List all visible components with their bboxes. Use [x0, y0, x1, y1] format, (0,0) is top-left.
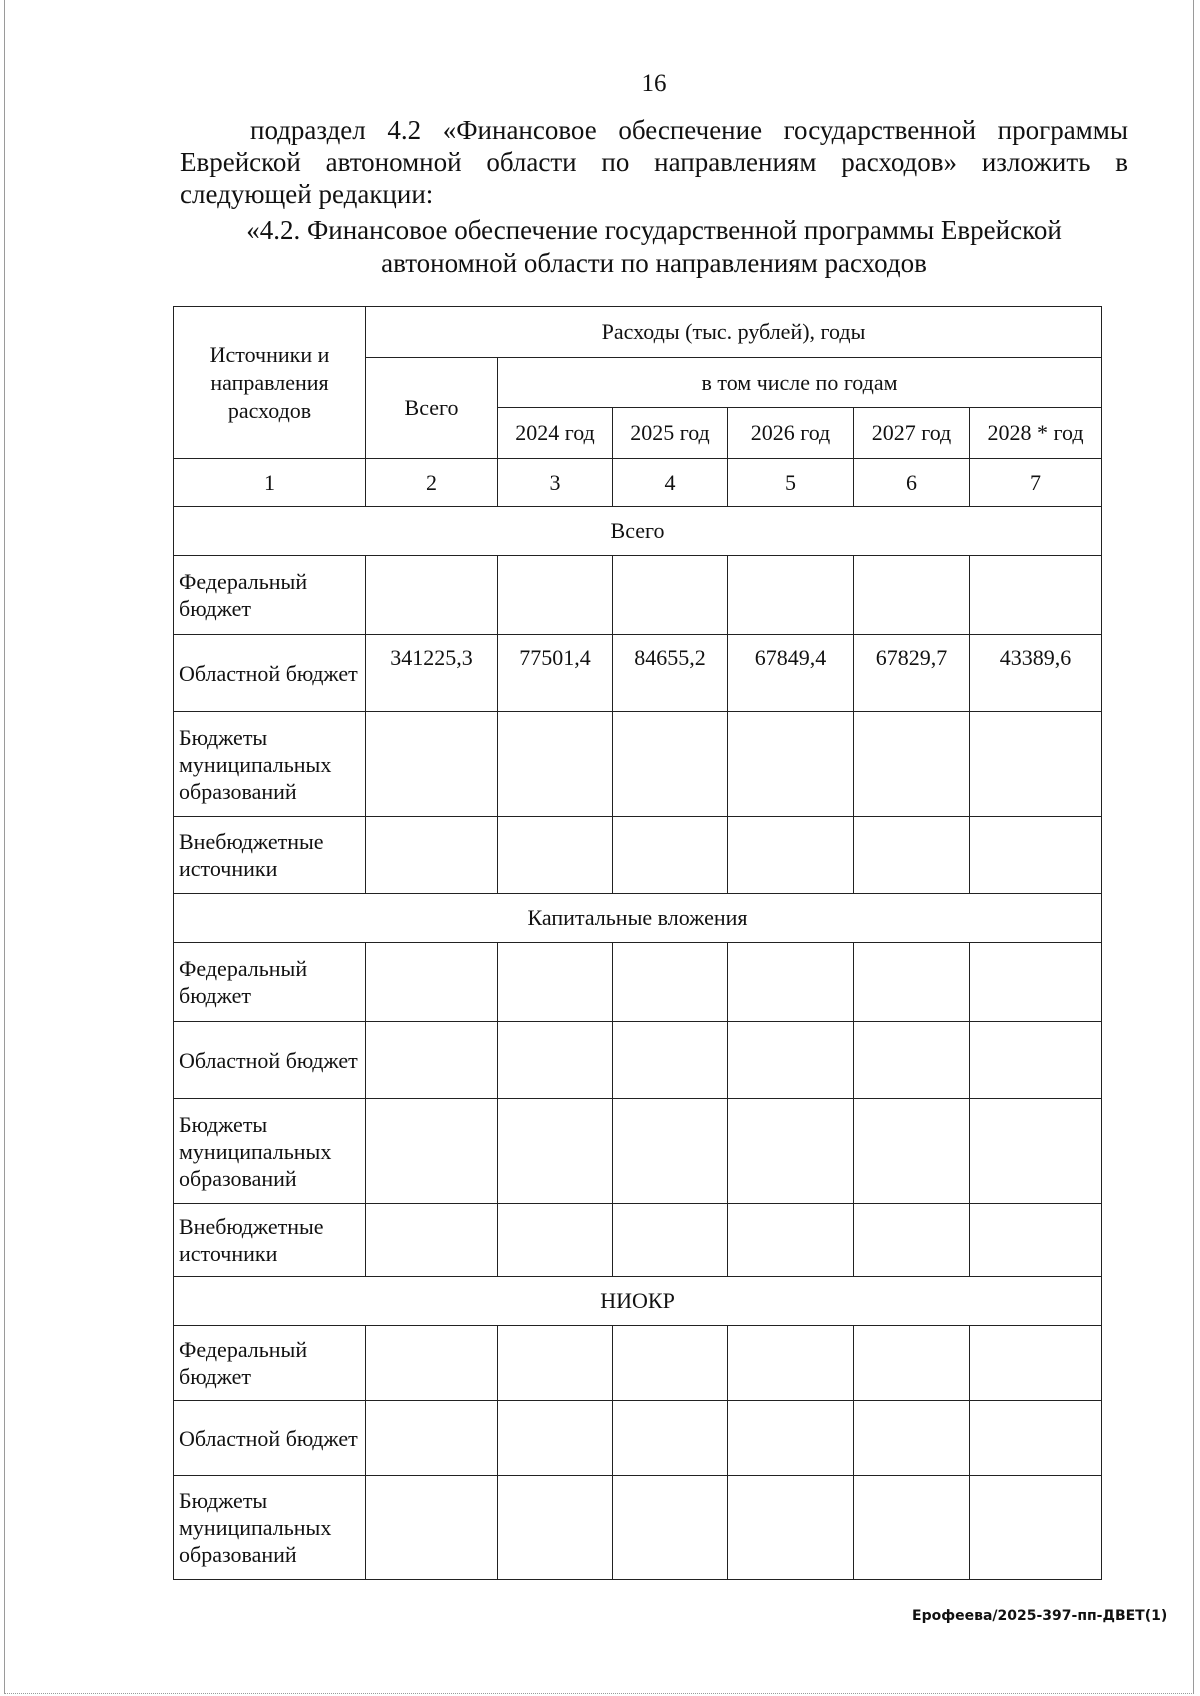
- value-cell: [854, 1099, 970, 1204]
- value-cell: [498, 1476, 613, 1580]
- row-label: Внебюджетные источники: [174, 817, 366, 894]
- value-cell: [854, 556, 970, 635]
- section-header-row: [174, 894, 1102, 943]
- value-cell: [498, 712, 613, 817]
- column-number: 7: [970, 459, 1102, 507]
- value-cell: 77501,4: [498, 635, 613, 712]
- value-cell: [498, 943, 613, 1022]
- section-header-row: [174, 1277, 1102, 1326]
- value-cell: [970, 943, 1102, 1022]
- table-row: [174, 1401, 1102, 1476]
- value-cell: 67849,4: [728, 635, 854, 712]
- value-cell: [613, 1476, 728, 1580]
- value-cell: [366, 1204, 498, 1277]
- value-cell: [854, 1476, 970, 1580]
- financing-table: [173, 306, 1102, 1580]
- column-number: 3: [498, 459, 613, 507]
- value-cell: [366, 1476, 498, 1580]
- value-cell: [970, 556, 1102, 635]
- header-year: 2026 год: [728, 408, 854, 459]
- value-cell: [366, 1022, 498, 1099]
- value-cell: [728, 1401, 854, 1476]
- column-number: 2: [366, 459, 498, 507]
- header-expenses: Расходы (тыс. рублей), годы: [366, 307, 1102, 358]
- header-sources: Источники и направления расходов: [174, 307, 366, 459]
- table-row: [174, 712, 1102, 817]
- value-cell: [366, 1099, 498, 1204]
- section-title: [180, 214, 1128, 280]
- section-title-line-1: «4.2. Финансовое обеспечение государственной программы Еврейской: [246, 215, 1062, 245]
- value-cell: [613, 1022, 728, 1099]
- table-row: [174, 1099, 1102, 1204]
- row-label: Областной бюджет: [174, 1022, 366, 1099]
- value-cell: [613, 1099, 728, 1204]
- value-cell: [728, 1326, 854, 1401]
- value-cell: [970, 1326, 1102, 1401]
- table-row: [174, 556, 1102, 635]
- section-header-row: [174, 507, 1102, 556]
- value-cell: [613, 556, 728, 635]
- value-cell: [728, 1099, 854, 1204]
- value-cell: [854, 817, 970, 894]
- row-label: Федеральный бюджет: [174, 943, 366, 1022]
- value-cell: [613, 1204, 728, 1277]
- header-year: 2025 год: [613, 408, 728, 459]
- column-number-row: [174, 459, 1102, 507]
- row-label: Бюджеты муниципальных образований: [174, 712, 366, 817]
- value-cell: [498, 1099, 613, 1204]
- value-cell: [366, 1326, 498, 1401]
- value-cell: [498, 1326, 613, 1401]
- value-cell: [970, 1401, 1102, 1476]
- value-cell: [728, 817, 854, 894]
- value-cell: [366, 943, 498, 1022]
- value-cell: [613, 1401, 728, 1476]
- value-cell: [366, 556, 498, 635]
- table-row: [174, 1204, 1102, 1277]
- column-number: 1: [174, 459, 366, 507]
- row-label: Областной бюджет: [174, 635, 366, 712]
- header-total: Всего: [366, 358, 498, 459]
- row-label: Федеральный бюджет: [174, 1326, 366, 1401]
- value-cell: 84655,2: [613, 635, 728, 712]
- page-number: 16: [641, 70, 667, 97]
- value-cell: [498, 1022, 613, 1099]
- table-row: [174, 1476, 1102, 1580]
- table-row: [174, 1022, 1102, 1099]
- value-cell: 43389,6: [970, 635, 1102, 712]
- value-cell: [970, 712, 1102, 817]
- value-cell: [854, 1022, 970, 1099]
- header-by-year: в том числе по годам: [498, 358, 1102, 408]
- row-label: Внебюджетные источники: [174, 1204, 366, 1277]
- value-cell: [366, 712, 498, 817]
- value-cell: [728, 1476, 854, 1580]
- footer-document-code: Ерофеева/2025-397-пп-ДВЕТ(1): [912, 1608, 1168, 1624]
- value-cell: 67829,7: [854, 635, 970, 712]
- value-cell: [728, 943, 854, 1022]
- value-cell: [498, 556, 613, 635]
- table-row: [174, 943, 1102, 1022]
- value-cell: [613, 943, 728, 1022]
- value-cell: [613, 1326, 728, 1401]
- section-title-cell: НИОКР: [174, 1277, 1102, 1326]
- value-cell: [854, 712, 970, 817]
- header-year: 2024 год: [498, 408, 613, 459]
- value-cell: [970, 1476, 1102, 1580]
- intro-paragraph: подраздел 4.2 «Финансовое обеспечение государственной программы Еврейской автономной области по направлениям расходов» изложить в следующей редакции:: [180, 115, 1128, 209]
- value-cell: [498, 817, 613, 894]
- value-cell: [366, 817, 498, 894]
- value-cell: [498, 1401, 613, 1476]
- column-number: 5: [728, 459, 854, 507]
- column-number: 4: [613, 459, 728, 507]
- value-cell: [728, 1022, 854, 1099]
- section-title-cell: Всего: [174, 507, 1102, 556]
- value-cell: 341225,3: [366, 635, 498, 712]
- row-label: Бюджеты муниципальных образований: [174, 1476, 366, 1580]
- value-cell: [970, 1099, 1102, 1204]
- row-label: Федеральный бюджет: [174, 556, 366, 635]
- value-cell: [854, 1401, 970, 1476]
- value-cell: [613, 817, 728, 894]
- value-cell: [366, 1401, 498, 1476]
- value-cell: [728, 556, 854, 635]
- row-label: Бюджеты муниципальных образований: [174, 1099, 366, 1204]
- value-cell: [970, 1022, 1102, 1099]
- table-row: [174, 1326, 1102, 1401]
- value-cell: [970, 817, 1102, 894]
- value-cell: [613, 712, 728, 817]
- table-row: [174, 635, 1102, 712]
- table-header-row-1: [174, 307, 1102, 358]
- header-year: 2028 * год: [970, 408, 1102, 459]
- value-cell: [854, 943, 970, 1022]
- value-cell: [728, 712, 854, 817]
- table-row: [174, 817, 1102, 894]
- value-cell: [728, 1204, 854, 1277]
- value-cell: [498, 1204, 613, 1277]
- value-cell: [854, 1204, 970, 1277]
- section-title-cell: Капитальные вложения: [174, 894, 1102, 943]
- column-number: 6: [854, 459, 970, 507]
- row-label: Областной бюджет: [174, 1401, 366, 1476]
- value-cell: [854, 1326, 970, 1401]
- value-cell: [970, 1204, 1102, 1277]
- section-title-line-2: автономной области по направлениям расходов: [381, 248, 927, 278]
- header-year: 2027 год: [854, 408, 970, 459]
